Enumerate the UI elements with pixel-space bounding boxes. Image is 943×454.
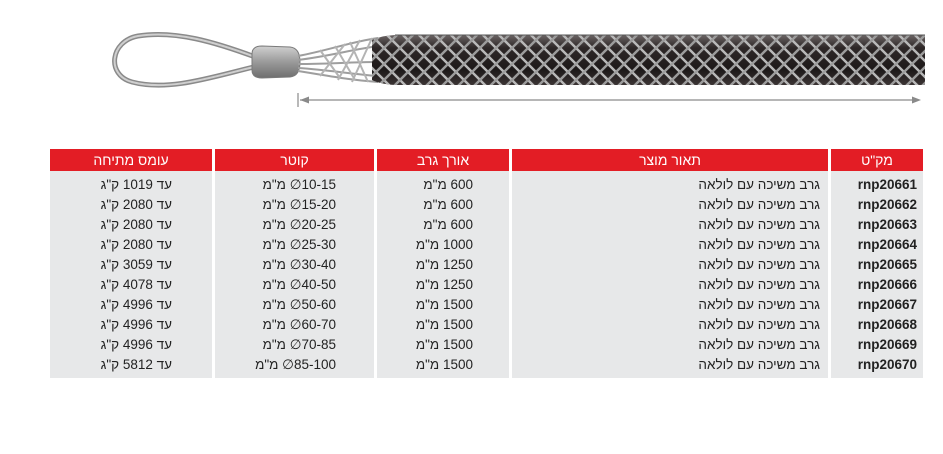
cell-sku: rnp20667 (828, 295, 923, 315)
cell-sku: rnp20668 (828, 315, 923, 335)
cell-breaking-load: עד 2080 ק"ג (50, 235, 212, 255)
cell-description: גרב משיכה עם לולאה (509, 315, 828, 335)
cell-sku: rnp20664 (828, 235, 923, 255)
header-description: תאור מוצר (509, 149, 828, 171)
table-row (50, 315, 923, 335)
table-header-row (50, 149, 923, 171)
header-diameter: קוטר (212, 149, 374, 171)
cell-breaking-load: עד 5812 ק"ג (50, 355, 212, 378)
table-row (50, 335, 923, 355)
cell-diameter: 40-50∅ מ"מ (212, 275, 374, 295)
cell-length: 600 מ"מ (374, 195, 509, 215)
cell-sku: rnp20666 (828, 275, 923, 295)
cell-length: 1000 מ"מ (374, 235, 509, 255)
cell-length: 1250 מ"מ (374, 275, 509, 295)
header-length: אורך גרב (374, 149, 509, 171)
cell-sku: rnp20670 (828, 355, 923, 378)
cell-diameter: 15-20∅ מ"מ (212, 195, 374, 215)
eye-loop-icon (115, 34, 258, 85)
cell-breaking-load: עד 4996 ק"ג (50, 335, 212, 355)
cell-diameter: 10-15∅ מ"מ (212, 171, 374, 195)
cell-breaking-load: עד 4996 ק"ג (50, 315, 212, 335)
cell-diameter: 85-100∅ מ"מ (212, 355, 374, 378)
cell-diameter: 20-25∅ מ"מ (212, 215, 374, 235)
cell-description: גרב משיכה עם לולאה (509, 215, 828, 235)
cell-description: גרב משיכה עם לולאה (509, 275, 828, 295)
cell-diameter: 30-40∅ מ"מ (212, 255, 374, 275)
cell-description: גרב משיכה עם לולאה (509, 295, 828, 315)
table-row (50, 255, 923, 275)
cell-sku: rnp20661 (828, 171, 923, 195)
length-dimension-line (298, 93, 921, 107)
cell-length: 600 מ"מ (374, 215, 509, 235)
cell-description: גרב משיכה עם לולאה (509, 171, 828, 195)
cell-diameter: 25-30∅ מ"מ (212, 235, 374, 255)
ferrule-icon (252, 46, 300, 78)
table-row (50, 171, 923, 195)
cell-sku: rnp20669 (828, 335, 923, 355)
table-row (50, 195, 923, 215)
header-sku: מק"ט (828, 149, 923, 171)
sock-body-icon (360, 30, 930, 90)
cell-breaking-load: עד 4996 ק"ג (50, 295, 212, 315)
table-row (50, 355, 923, 378)
cell-breaking-load: עד 3059 ק"ג (50, 255, 212, 275)
cell-sku: rnp20665 (828, 255, 923, 275)
cell-description: גרב משיכה עם לולאה (509, 335, 828, 355)
cell-breaking-load: עד 4078 ק"ג (50, 275, 212, 295)
table-row (50, 295, 923, 315)
mesh-taper-icon (298, 38, 378, 82)
cell-description: גרב משיכה עם לולאה (509, 255, 828, 275)
cell-breaking-load: עד 2080 ק"ג (50, 195, 212, 215)
cell-diameter: 60-70∅ מ"מ (212, 315, 374, 335)
table-row (50, 275, 923, 295)
cell-description: גרב משיכה עם לולאה (509, 195, 828, 215)
cell-length: 1500 מ"מ (374, 295, 509, 315)
cell-length: 1250 מ"מ (374, 255, 509, 275)
cell-length: 1500 מ"מ (374, 335, 509, 355)
product-illustration (0, 0, 943, 140)
cell-description: גרב משיכה עם לולאה (509, 355, 828, 378)
cell-length: 1500 מ"מ (374, 355, 509, 378)
cell-description: גרב משיכה עם לולאה (509, 235, 828, 255)
cell-diameter: 50-60∅ מ"מ (212, 295, 374, 315)
cell-length: 1500 מ"מ (374, 315, 509, 335)
table-row (50, 235, 923, 255)
cell-length: 600 מ"מ (374, 171, 509, 195)
cell-breaking-load: עד 1019 ק"ג (50, 171, 212, 195)
header-breaking-load: עומס מתיחה (50, 149, 212, 171)
product-spec-table (50, 149, 923, 378)
cell-breaking-load: עד 2080 ק"ג (50, 215, 212, 235)
cell-sku: rnp20662 (828, 195, 923, 215)
table-row (50, 215, 923, 235)
cell-diameter: 70-85∅ מ"מ (212, 335, 374, 355)
cell-sku: rnp20663 (828, 215, 923, 235)
